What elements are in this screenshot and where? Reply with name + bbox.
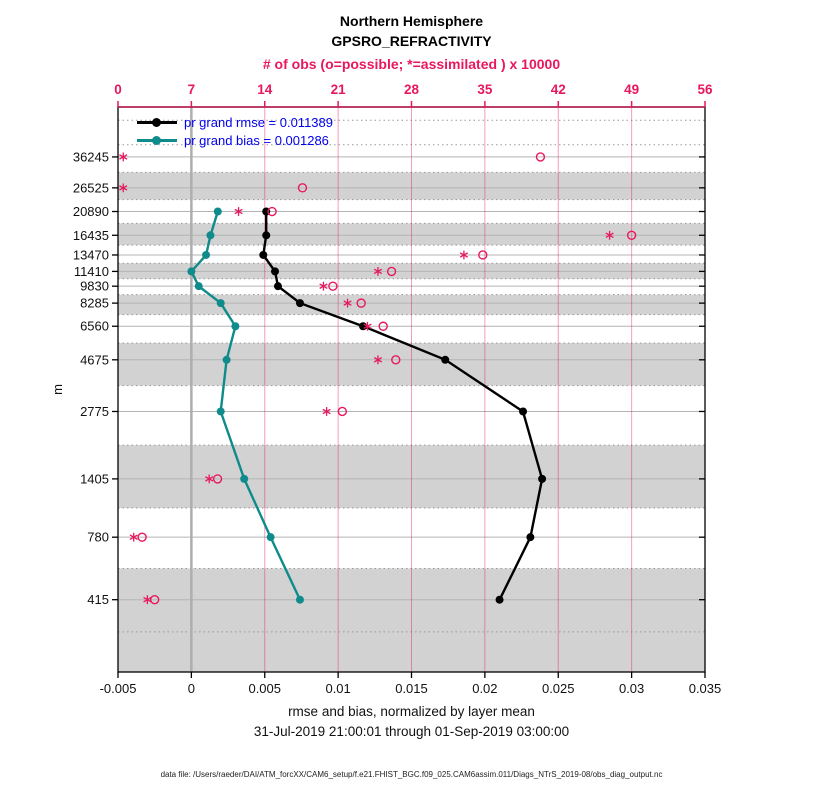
legend-label-rmse: pr grand rmse = 0.011389 [184,114,333,130]
rmse-point [359,322,367,330]
bottom-tick-label: 0.02 [472,681,498,696]
left-tick-label: 13470 [72,247,109,263]
left-tick-label: 36245 [72,149,109,165]
top-tick-label: 0 [114,82,122,97]
left-tick-label: 8285 [80,295,109,311]
bias-point [202,251,210,259]
bias-point [195,282,203,290]
chart-subtitle: GPSRO_REFRACTIVITY [331,33,492,49]
top-tick-label: 56 [697,82,713,97]
left-tick-label: 4675 [80,352,109,368]
rmse-point [259,251,267,259]
bias-point [217,299,225,307]
bias-point [217,407,225,415]
rmse-point [496,596,504,604]
data-file-path: data file: /Users/raeder/DAI/ATM_forcXX/CAM6_setup/f.e21.FHIST_BGC.f09_025.CAM6assim.011/Diags_NTrS_2019-08/obs_diag_output.nc [160,770,663,779]
bottom-tick-label: 0.005 [248,681,282,696]
left-tick-label: 26525 [72,180,109,196]
top-tick-label: 14 [257,82,273,97]
legend-label-bias: pr grand bias = 0.001286 [184,132,329,148]
left-tick-label: 9830 [80,278,109,294]
bias-point [187,267,195,275]
bottom-tick-label: 0.015 [395,681,428,696]
bottom-tick-label: 0.03 [618,681,645,696]
bias-point [240,475,248,483]
rmse-point [519,407,527,415]
legend-row-rmse [137,113,333,131]
rmse-point [274,282,282,290]
legend-row-bias [137,131,333,149]
bias-point [231,322,239,330]
rmse-point [441,356,449,364]
top-tick-label: 49 [624,82,640,97]
top-tick-label: 42 [550,82,566,97]
rmse-point [296,299,304,307]
bias-point [206,231,214,239]
left-tick-label: 11410 [73,263,109,279]
top-axis-label: # of obs (o=possible; *=assimilated ) x 10000 [262,56,561,72]
bias-point [267,533,275,541]
top-tick-label: 35 [477,82,493,97]
bottom-tick-label: 0.035 [688,681,722,696]
rmse-point [271,267,279,275]
bias-point [223,356,231,364]
left-tick-label: 6560 [80,318,109,334]
bottom-tick-label: 0.01 [325,681,351,696]
date-range: 31-Jul-2019 21:00:01 through 01-Sep-2019 03:00:00 [253,724,570,739]
left-tick-label: 1405 [80,471,109,487]
bottom-tick-label: 0 [187,681,195,696]
rmse-point [538,475,546,483]
left-tick-label: 16435 [72,227,109,243]
left-tick-label: 20890 [72,204,109,220]
bias-line-sample-icon [137,135,177,145]
legend [137,113,333,149]
rmse-line-sample-icon [137,117,177,127]
left-tick-label: 2775 [80,403,109,419]
bias-point [296,596,304,604]
x-axis-label: rmse and bias, normalized by layer mean [288,704,535,719]
bottom-tick-label: 0.025 [541,681,575,696]
left-tick-label: 780 [87,529,109,545]
top-tick-label: 7 [187,82,196,97]
bias-point [214,208,222,216]
left-tick-label: 415 [87,592,109,608]
y-axis-label: m [49,384,65,395]
bottom-tick-label: -0.005 [99,681,137,696]
rmse-point [262,231,270,239]
chart-title: Northern Hemisphere [339,13,484,29]
rmse-point [526,533,534,541]
top-tick-label: 28 [403,82,420,97]
top-tick-label: 21 [330,82,346,97]
